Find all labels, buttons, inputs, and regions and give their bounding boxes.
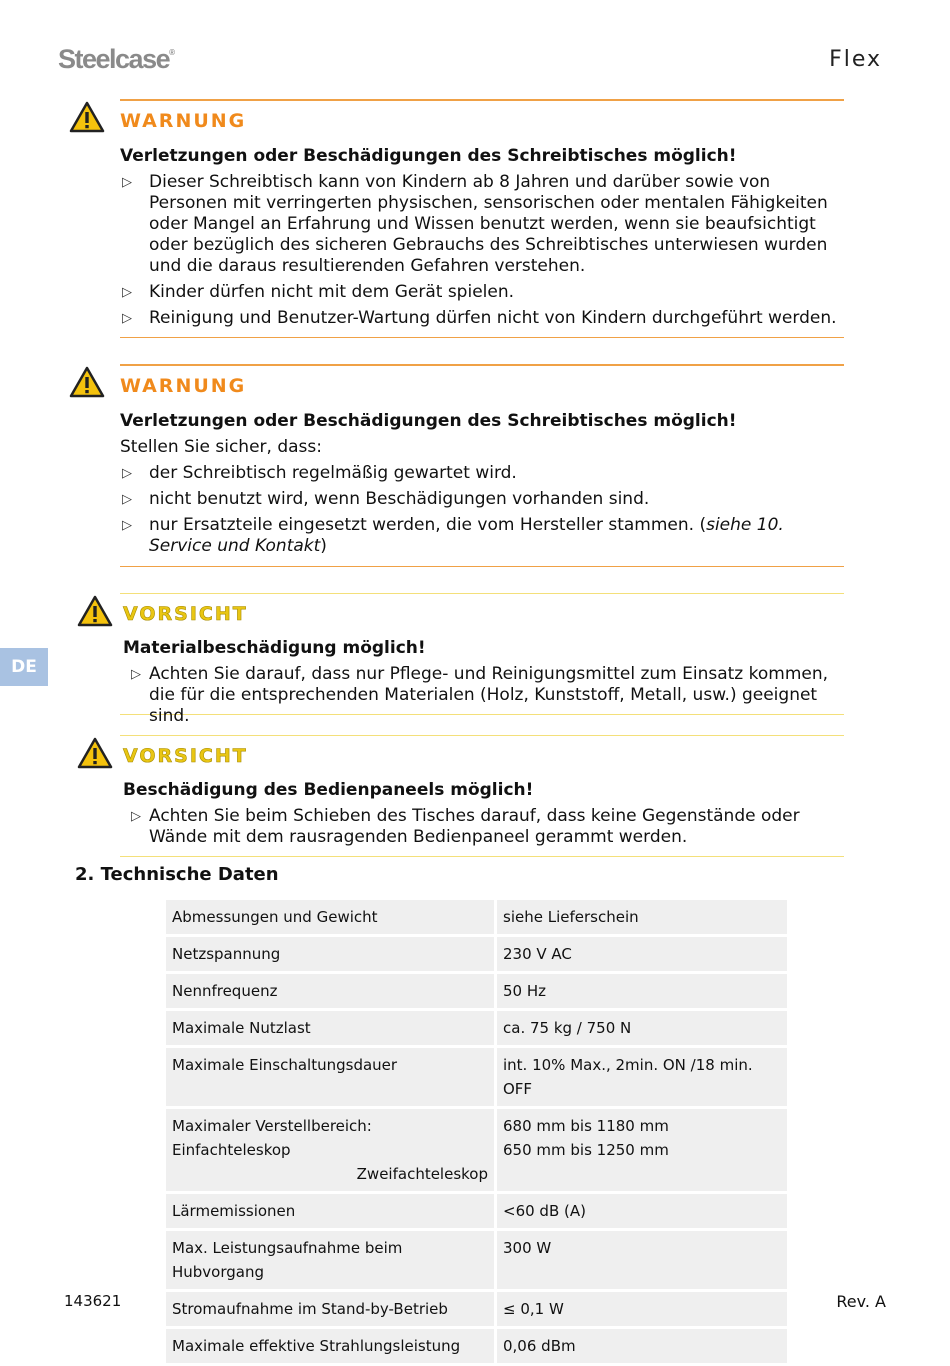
spec-value: ≤ 0,1 W (497, 1292, 787, 1326)
list-item: ▷ der Schreibtisch regelmäßig gewartet wird. (122, 463, 517, 483)
caution-box-1 (120, 593, 844, 726)
table-row (166, 1194, 787, 1228)
bullet-arrow-icon: ▷ (122, 175, 132, 190)
warning-headline: Verletzungen oder Beschädigungen des Schreibtisches möglich! (120, 146, 737, 166)
spec-key: Nennfrequenz (166, 974, 494, 1008)
brand-name: Steelcase (58, 44, 170, 74)
document-number: 143621 (64, 1292, 122, 1310)
spec-key-line: Zweifachteleskop (356, 1165, 488, 1183)
bullet-arrow-icon: ▷ (131, 667, 141, 682)
spec-key (166, 1109, 494, 1191)
bullet-arrow-icon: ▷ (122, 518, 132, 533)
warning-headline: Verletzungen oder Beschädigungen des Schreibtisches möglich! (120, 411, 737, 431)
caution-headline: Beschädigung des Bedienpaneels möglich! (123, 780, 534, 800)
signal-word: VORSICHT (123, 603, 248, 625)
table-row (166, 1048, 787, 1106)
spec-value: ca. 75 kg / 750 N (497, 1011, 787, 1045)
spec-key: Maximale effektive Strahlungsleistung (166, 1329, 494, 1363)
table-row (166, 937, 787, 971)
product-name: Flex (829, 47, 882, 72)
brand-mark: ® (169, 48, 176, 57)
table-row (166, 1329, 787, 1363)
bullet-arrow-icon: ▷ (122, 285, 132, 300)
cross-reference-link[interactable]: siehe 10. Service und Kontakt (149, 515, 784, 556)
table-row (166, 1292, 787, 1326)
spec-key: Lärmemissionen (166, 1194, 494, 1228)
warning-list (120, 172, 844, 329)
list-item: ▷ Kinder dürfen nicht mit dem Gerät spielen. (122, 282, 515, 302)
warning-triangle-icon (77, 737, 113, 769)
bullet-arrow-icon: ▷ (122, 311, 132, 326)
caution-list (123, 806, 844, 848)
spec-value: <60 dB (A) (497, 1194, 787, 1228)
table-row (166, 1011, 787, 1045)
technical-data-table (163, 897, 790, 1366)
signal-word: VORSICHT (123, 745, 248, 767)
language-tab: DE (0, 648, 48, 686)
caution-box-2 (120, 735, 844, 857)
caution-list (123, 664, 844, 727)
list-item: ▷ Achten Sie beim Schieben des Tisches darauf, dass keine Gegenstände oder Wände mit dem rausragenden Bedienpaneel gerammt werden. (131, 806, 800, 847)
spec-value: 50 Hz (497, 974, 787, 1008)
spec-value (497, 1109, 787, 1191)
spec-value: int. 10% Max., 2min. ON /18 min. OFF (497, 1048, 787, 1106)
spec-key: Maximale Einschaltungsdauer (166, 1048, 494, 1106)
spec-key: Netzspannung (166, 937, 494, 971)
spec-key-line: Maximaler Verstellbereich: Einfachteleskop (172, 1117, 372, 1159)
spec-value: 300 W (497, 1231, 787, 1289)
spec-key: Stromaufnahme im Stand-by-Betrieb (166, 1292, 494, 1326)
revision-label: Rev. A (836, 1292, 886, 1311)
signal-word: WARNUNG (120, 110, 247, 132)
warning-box-1 (120, 99, 844, 338)
table-row (166, 900, 787, 934)
list-item: ▷ nicht benutzt wird, wenn Beschädigungen vorhanden sind. (122, 489, 650, 509)
list-item: ▷ Reinigung und Benutzer-Wartung dürfen nicht von Kindern durchgeführt werden. (122, 308, 837, 328)
warning-intro: Stellen Sie sicher, dass: (120, 437, 322, 457)
bullet-arrow-icon: ▷ (122, 492, 132, 507)
warning-list (120, 463, 844, 557)
spec-value-line: 650 mm bis 1250 mm (503, 1141, 669, 1159)
warning-triangle-icon (69, 101, 105, 133)
spec-key: Max. Leistungsaufnahme beim Hubvorgang (166, 1231, 494, 1289)
table-row (166, 1231, 787, 1289)
table-row (166, 1109, 787, 1191)
list-item: ▷ Achten Sie darauf, dass nur Pflege- und Reinigungsmittel zum Einsatz kommen, die für die entsprechenden Materialen (Holz, Kunststoff, Metall, usw.) geeignet sind. (131, 664, 829, 726)
spec-value-line: 680 mm bis 1180 mm (503, 1117, 669, 1135)
warning-triangle-icon (77, 595, 113, 627)
signal-word: WARNUNG (120, 375, 247, 397)
spec-key: Abmessungen und Gewicht (166, 900, 494, 934)
brand-logo (58, 44, 175, 75)
section-title: 2. Technische Daten (75, 864, 279, 885)
bullet-arrow-icon: ▷ (122, 466, 132, 481)
spec-value: siehe Lieferschein (497, 900, 787, 934)
list-item: ▷ Dieser Schreibtisch kann von Kindern ab 8 Jahren und darüber sowie von Personen mit verringerten physischen, sensorischen oder mentalen Fähigkeiten oder Mangel an Erfahrung und Wissen benutzt werden, wenn sie beaufsichtigt oder bezüglich des sicheren Gebrauchs des Schreibtisches unterwiesen wurden und die daraus resultierenden Gefahren verstehen. (122, 172, 828, 276)
caution-headline: Materialbeschädigung möglich! (123, 638, 426, 658)
spec-key: Maximale Nutzlast (166, 1011, 494, 1045)
warning-triangle-icon (69, 366, 105, 398)
spec-value: 0,06 dBm (497, 1329, 787, 1363)
spec-value: 230 V AC (497, 937, 787, 971)
list-item: ▷ nur Ersatzteile eingesetzt werden, die vom Hersteller stammen. (siehe 10. Service und Kontakt) (122, 515, 784, 556)
bullet-arrow-icon: ▷ (131, 809, 141, 824)
table-row (166, 974, 787, 1008)
warning-box-2 (120, 364, 844, 567)
